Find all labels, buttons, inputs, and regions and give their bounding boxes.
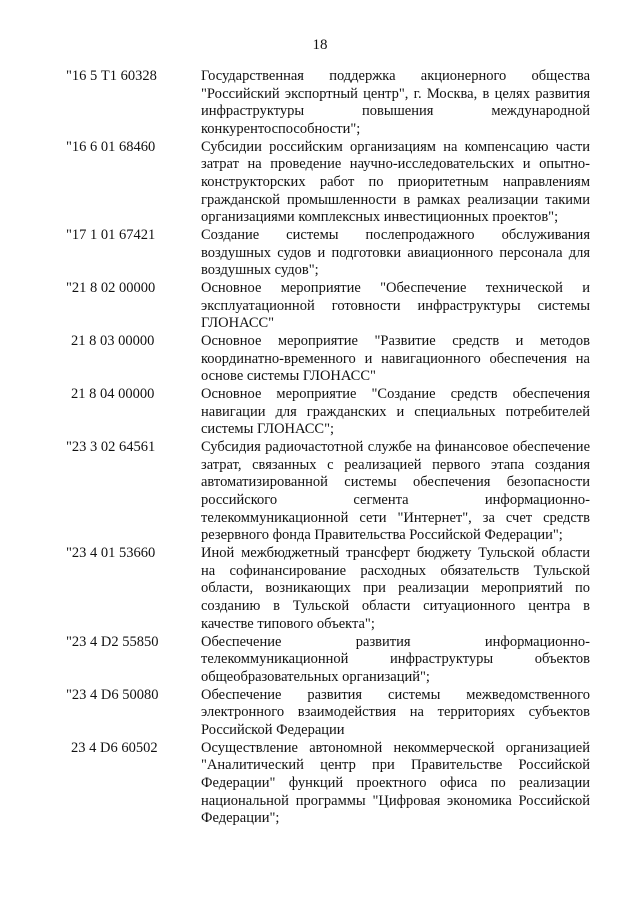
budget-item-description: [201, 634, 590, 687]
budget-item-description: [201, 439, 590, 545]
list-item: [0, 740, 640, 828]
description-line: основе системы ГЛОНАСС": [201, 368, 376, 385]
budget-code: "16 5 Т1 60328: [66, 68, 157, 84]
budget-item-description: [201, 68, 590, 139]
list-item: [0, 386, 640, 439]
budget-code: "21 8 02 00000: [66, 280, 156, 297]
description-line: Обеспечение развития информационно-: [201, 633, 590, 650]
description-line: ГЛОНАСС": [201, 315, 275, 332]
list-item: [0, 439, 640, 545]
description-line: Федерации" функций проектного офиса по реализации: [201, 774, 590, 791]
description-line: Российской Федерации: [201, 721, 345, 738]
description-line: созданию в Тульской области ситуационного центра в: [201, 598, 590, 615]
description-line: организациями комплексных инвестиционных проектов";: [201, 209, 559, 226]
budget-code-list: [0, 68, 640, 828]
description-line: качестве типового объекта";: [201, 615, 375, 632]
description-line: области, возникающих при реализации мероприятий по: [201, 580, 590, 597]
budget-item-description: [201, 740, 590, 828]
description-line: телекоммуникационной сети "Интернет", за счет средств: [201, 509, 590, 526]
description-line: Субсидии российским организациям на компенсацию части: [201, 138, 590, 155]
description-line: инфраструктуры повышения международной: [201, 103, 590, 120]
description-line: воздушных судов и подготовки авиационного персонала для: [201, 244, 590, 261]
list-item: [0, 68, 640, 139]
description-line: электронного взаимодействия на территориях субъектов: [201, 704, 590, 721]
description-line: системы ГЛОНАСС";: [201, 421, 335, 438]
list-item: [0, 333, 640, 386]
budget-item-description: [201, 545, 590, 633]
list-item: [0, 280, 640, 333]
budget-code: 23 4 D6 60502: [71, 739, 158, 756]
description-line: затрат на проведение научно-исследовательских и опытно-: [201, 156, 590, 173]
description-line: резервного фонда Правительства Российской Федерации";: [201, 527, 563, 544]
description-line: Создание системы послепродажного обслуживания: [201, 227, 590, 244]
budget-code: 21 8 03 00000: [71, 333, 155, 350]
budget-item-description: [201, 687, 590, 740]
budget-item-description: [201, 227, 590, 280]
description-line: телекоммуникационной инфраструктуры объектов: [201, 651, 590, 668]
page-number: 18: [312, 37, 328, 53]
description-line: на софинансирование расходных обязательств Тульской: [201, 562, 590, 579]
description-line: российского сегмента информационно-: [201, 492, 590, 509]
budget-code: "23 4 D6 50080: [66, 686, 159, 703]
description-line: Осуществление автономной некоммерческой организацией: [201, 739, 590, 756]
budget-code: "16 6 01 68460: [66, 138, 156, 155]
budget-item-description: [201, 386, 590, 439]
budget-code: "23 3 02 64561: [66, 439, 156, 456]
budget-code: "23 4 D2 55850: [66, 633, 159, 650]
description-line: Основное мероприятие "Создание средств обеспечения: [201, 386, 590, 403]
list-item: [0, 634, 640, 687]
budget-code: "17 1 01 67421: [66, 227, 156, 244]
description-line: навигации для гражданских и специальных потребителей: [201, 403, 590, 420]
description-line: Обеспечение развития системы межведомственного: [201, 686, 590, 703]
list-item: [0, 545, 640, 633]
description-line: конструкторских работ по приоритетным направлениям: [201, 174, 590, 191]
description-line: Федерации";: [201, 810, 280, 827]
description-line: "Аналитический центр при Правительстве Российской: [201, 757, 590, 774]
description-line: "Российский экспортный центр", г. Москва, в целях развития: [201, 85, 590, 102]
budget-code: "23 4 01 53660: [66, 545, 156, 562]
description-line: национальной программы "Цифровая экономика Российской: [201, 792, 590, 809]
description-line: автоматизированной системы обеспечения безопасности: [201, 474, 590, 491]
description-line: затрат, связанных с реализацией первого этапа создания: [201, 456, 590, 473]
description-line: Основное мероприятие "Обеспечение технической и: [201, 280, 590, 297]
list-item: [0, 139, 640, 227]
budget-item-description: [201, 333, 590, 386]
list-item: [0, 227, 640, 280]
budget-item-description: [201, 280, 590, 333]
description-line: Субсидия радиочастотной службе на финансовое обеспечение: [201, 439, 590, 456]
description-line: Основное мероприятие "Развитие средств и методов: [201, 333, 590, 350]
list-item: [0, 687, 640, 740]
budget-item-description: [201, 139, 590, 227]
description-line: общеобразовательных организаций";: [201, 668, 430, 685]
description-line: координатно-временного и навигационного обеспечения на: [201, 350, 590, 367]
budget-code: 21 8 04 00000: [71, 386, 155, 403]
description-line: Государственная поддержка акционерного общества: [201, 68, 590, 84]
description-line: эксплуатационной готовности инфраструктуры системы: [201, 297, 590, 314]
description-line: гражданской промышленности в рамках реализации такими: [201, 191, 590, 208]
description-line: Иной межбюджетный трансферт бюджету Тульской области: [201, 545, 590, 562]
description-line: конкурентоспособности";: [201, 121, 361, 138]
description-line: воздушных судов";: [201, 262, 319, 279]
